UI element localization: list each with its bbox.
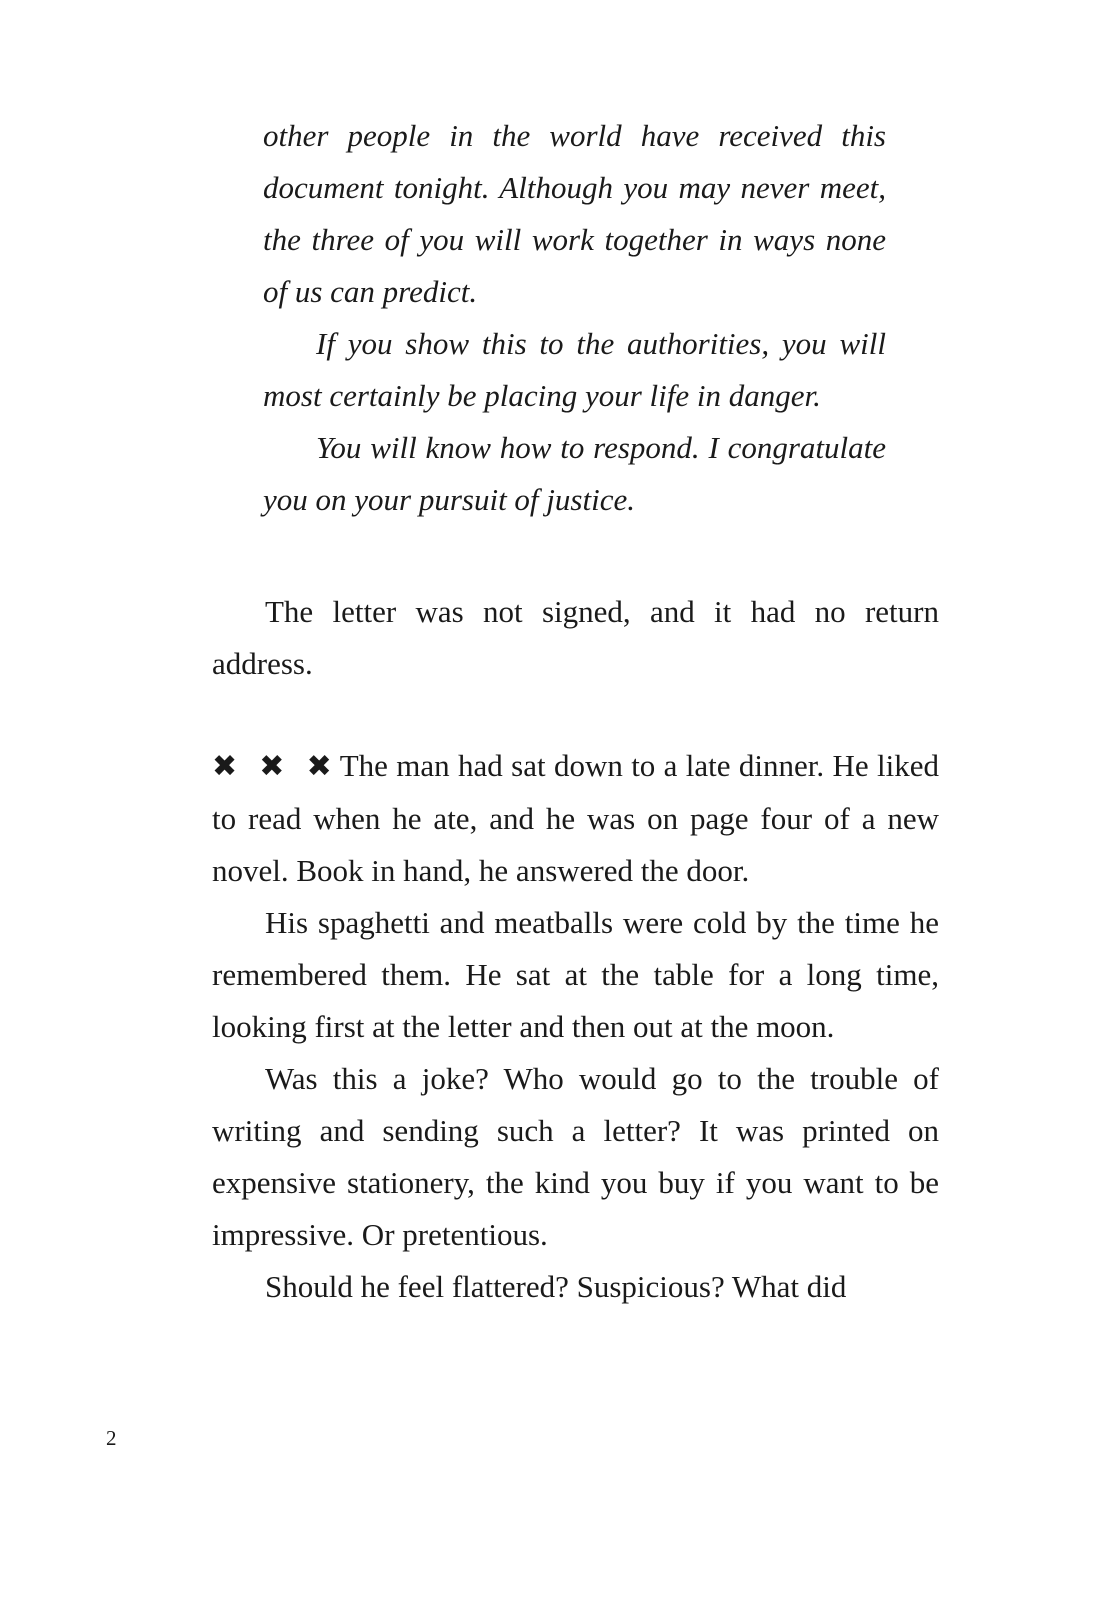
narrative-paragraph: Was this a joke? Who would go to the trouble of writing and sending such a letter? It was printed on expensive stationery, the kind you buy if you want to be impressive. Or pretentious. [212,1061,939,1252]
narrative-paragraph: Should he feel flattered? Suspicious? What did [265,1269,847,1304]
narrative-paragraph-with-section-break [212,740,939,897]
letter-excerpt [263,110,886,526]
narrative-block-after-break [212,740,939,1313]
page-number: 2 [106,1426,117,1450]
narrative-paragraph-text: The man had sat down to a late dinner. He liked to read when he ate, and he was on page four of a new novel. Book in hand, he answered the door. [212,748,939,888]
narrative-paragraph: His spaghetti and meatballs were cold by the time he remembered them. He sat at the table for a long time, looking first at the letter and then out at the moon. [212,905,939,1044]
section-break-ornament: ✖ ✖ ✖ [212,749,338,784]
letter-paragraph: If you show this to the authorities, you will most certainly be placing your life in danger. [263,326,886,413]
narrative-paragraph: The letter was not signed, and it had no return address. [212,594,939,681]
letter-paragraph: You will know how to respond. I congratulate you on your pursuit of justice. [263,430,886,517]
narrative-block-before-break [212,586,939,690]
letter-paragraph: other people in the world have received this document tonight. Although you may never meet, the three of you will work together in ways none of us can predict. [263,118,886,309]
